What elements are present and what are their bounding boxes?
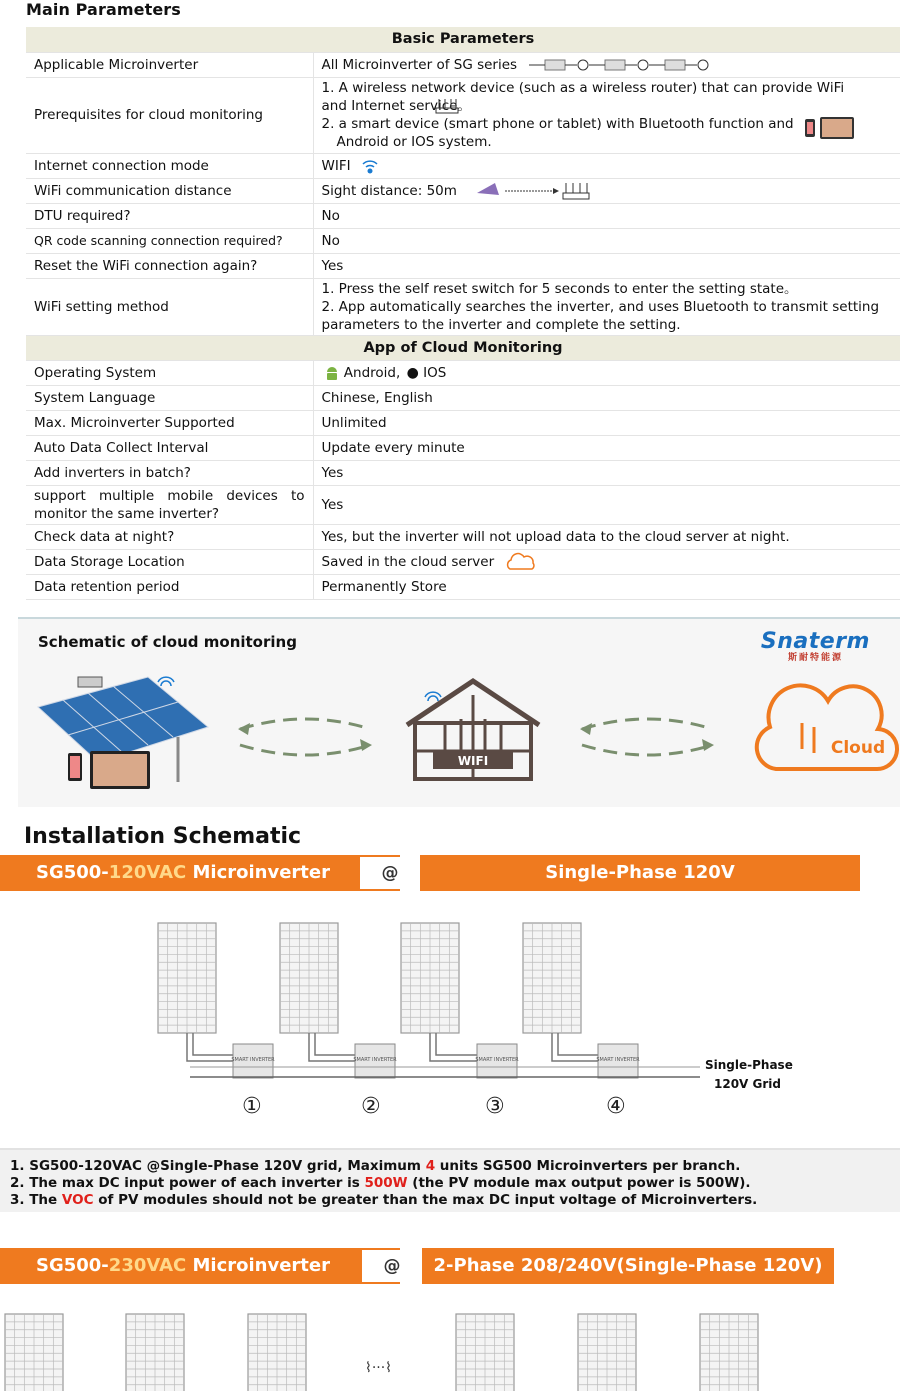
solar-array-illustration — [28, 667, 218, 797]
note-line: 3. The VOC of PV modules should not be greater than the max DC input voltage of Microinverters. — [10, 1192, 758, 1208]
android-label: Android, — [343, 364, 401, 381]
param-key: Add inverters in batch? — [26, 460, 313, 485]
param-value-text: Saved in the cloud server — [321, 553, 495, 570]
pv-panel — [158, 923, 216, 1033]
param-key: WiFi setting method — [26, 278, 313, 335]
distance-icon — [475, 181, 595, 201]
param-key: Operating System — [26, 360, 313, 385]
table-row — [26, 410, 900, 435]
inverter-number: ④ — [606, 1094, 626, 1119]
microinverter-icons — [527, 56, 717, 74]
banner-voltage: 230VAC — [108, 1255, 187, 1276]
banner-left — [0, 1248, 400, 1284]
param-value: Yes — [313, 485, 900, 524]
pv-panel — [126, 1314, 184, 1391]
table-row — [26, 178, 900, 203]
param-value-line1: 1. Press the self reset switch for 5 seconds to enter the setting state。 — [321, 280, 798, 297]
router-icon — [434, 98, 460, 114]
table-row — [26, 435, 900, 460]
table-row — [26, 228, 900, 253]
param-value-line2: 2. App automatically searches the inverter, and uses Bluetooth to transmit setting parameters to the inverter and complete the setting. — [321, 298, 880, 333]
table-row — [26, 203, 900, 228]
smart-inverter — [552, 1033, 640, 1078]
ios-label: IOS — [423, 364, 447, 381]
inverter-number: ③ — [485, 1094, 505, 1119]
param-key: Max. Microinverter Supported — [26, 410, 313, 435]
param-value: No — [313, 228, 900, 253]
param-value — [313, 77, 900, 153]
table-row — [26, 549, 900, 574]
param-key: support multiple mobile devices to monitor the same inverter? — [26, 485, 313, 524]
param-value — [313, 278, 900, 335]
cloud-schematic-title: Schematic of cloud monitoring — [38, 633, 297, 651]
brand-subtitle: 斯耐特能源 — [787, 653, 843, 663]
exchange-arrows-1 — [236, 715, 376, 759]
smart-device-icon — [804, 116, 856, 140]
param-key: QR code scanning connection required? — [26, 228, 313, 253]
note-line: 1. SG500-120VAC @Single-Phase 120V grid, Maximum 4 units SG500 Microinverters per branch. — [10, 1158, 741, 1174]
param-key: Auto Data Collect Interval — [26, 435, 313, 460]
param-value: Chinese, English — [313, 385, 900, 410]
param-value: Yes — [313, 460, 900, 485]
banner-suffix: Microinverter — [186, 862, 330, 883]
app-header: App of Cloud Monitoring — [26, 335, 900, 360]
banner-230vac — [0, 1248, 900, 1284]
param-key: Internet connection mode — [26, 153, 313, 178]
ellipsis: ⌇···⌇ — [365, 1360, 393, 1376]
param-value — [313, 360, 900, 385]
wifi-icon — [361, 157, 379, 175]
table-row — [26, 153, 900, 178]
cloud-label: Cloud — [830, 738, 886, 758]
cloud-schematic-panel — [18, 617, 900, 807]
table-row — [26, 77, 900, 153]
note-line: 2. The max DC input power of each inverter is 500W (the PV module max output power is 500W). — [10, 1175, 751, 1191]
table-row — [26, 52, 900, 77]
installation-title: Installation Schematic — [24, 824, 302, 849]
param-value — [313, 549, 900, 574]
param-value: Permanently Store — [313, 574, 900, 599]
pv-panel — [401, 923, 459, 1033]
param-value-text: WIFI — [321, 157, 351, 174]
main-parameters-title: Main Parameters — [26, 0, 181, 19]
table-row — [26, 278, 900, 335]
table-row — [26, 460, 900, 485]
banner-right: 2-Phase 208/240V(Single-Phase 120V) — [422, 1248, 834, 1284]
pv-panel — [280, 923, 338, 1033]
installation-diagram-2 — [0, 1284, 900, 1391]
param-value: Unlimited — [313, 410, 900, 435]
param-value-text: Sight distance: 50m — [321, 182, 457, 199]
param-value-text: All Microinverter of SG series — [321, 56, 518, 73]
pv-panel — [456, 1314, 514, 1391]
param-value-line2: 2. a smart device (smart phone or tablet) with Bluetooth function and — [321, 116, 794, 132]
table-row — [26, 524, 900, 549]
smart-inverter — [430, 1033, 519, 1078]
installation-notes — [0, 1148, 900, 1212]
pv-panel — [578, 1314, 636, 1391]
cloud-server-icon — [748, 679, 900, 775]
param-key: DTU required? — [26, 203, 313, 228]
smart-inverter — [187, 1033, 275, 1078]
diagram-svg — [0, 891, 900, 1148]
table-row — [26, 385, 900, 410]
param-value-line3: Android or IOS system. — [336, 134, 492, 150]
param-key: Applicable Microinverter — [26, 52, 313, 77]
brand-name: Snaterm — [760, 629, 870, 654]
basic-parameters-header-row — [26, 27, 900, 52]
param-value — [313, 153, 900, 178]
param-value — [313, 52, 900, 77]
grid-label-line1: Single-Phase — [705, 1058, 793, 1072]
inverter-label: SMART INVERTER — [231, 1057, 275, 1063]
exchange-arrows-2 — [578, 715, 718, 759]
banner-120vac — [0, 855, 900, 891]
param-value — [313, 178, 900, 203]
param-key: WiFi communication distance — [26, 178, 313, 203]
table-row — [26, 253, 900, 278]
pv-panel — [5, 1314, 63, 1391]
apple-icon: ● — [406, 364, 419, 381]
pv-panel — [700, 1314, 758, 1391]
param-key: Data retention period — [26, 574, 313, 599]
diagram-svg — [0, 1284, 900, 1391]
brand-logo — [761, 629, 870, 663]
banner-suffix: Microinverter — [186, 1255, 330, 1276]
param-value: Yes, but the inverter will not upload data to the cloud server at night. — [313, 524, 900, 549]
parameters-table — [26, 27, 900, 600]
param-key: System Language — [26, 385, 313, 410]
banner-right: Single-Phase 120V — [420, 855, 860, 891]
banner-at: @ — [362, 1250, 422, 1282]
banner-voltage: 120VAC — [108, 862, 187, 883]
grid-label-line2: 120V Grid — [714, 1077, 781, 1091]
cloud-icon — [504, 552, 538, 572]
basic-parameters-header: Basic Parameters — [26, 27, 900, 52]
inverter-number: ① — [242, 1094, 262, 1119]
house-router-illustration — [403, 675, 543, 785]
android-icon — [324, 366, 340, 380]
banner-left — [0, 855, 400, 891]
inverter-label: SMART INVERTER — [475, 1057, 519, 1063]
param-key: Check data at night? — [26, 524, 313, 549]
table-row — [26, 574, 900, 599]
param-value: Update every minute — [313, 435, 900, 460]
param-key: Prerequisites for cloud monitoring — [26, 77, 313, 153]
param-key: Reset the WiFi connection again? — [26, 253, 313, 278]
param-value: No — [313, 203, 900, 228]
param-key: Data Storage Location — [26, 549, 313, 574]
banner-model: SG500- — [36, 862, 109, 883]
smart-inverter — [309, 1033, 397, 1078]
banner-model: SG500- — [36, 1255, 109, 1276]
installation-diagram-1 — [0, 891, 900, 1148]
inverter-number: ② — [361, 1094, 381, 1119]
inverter-label: SMART INVERTER — [596, 1057, 640, 1063]
banner-at: @ — [360, 857, 420, 889]
param-value: Yes — [313, 253, 900, 278]
pv-panel — [523, 923, 581, 1033]
table-row — [26, 360, 900, 385]
wifi-router-label: WIFI — [457, 754, 489, 768]
app-header-row — [26, 335, 900, 360]
inverter-label: SMART INVERTER — [353, 1057, 397, 1063]
param-value-line1: 1. A wireless network device (such as a wireless router) that can provide WiFi and Internet service。 — [321, 80, 845, 114]
pv-panel — [248, 1314, 306, 1391]
table-row — [26, 485, 900, 524]
